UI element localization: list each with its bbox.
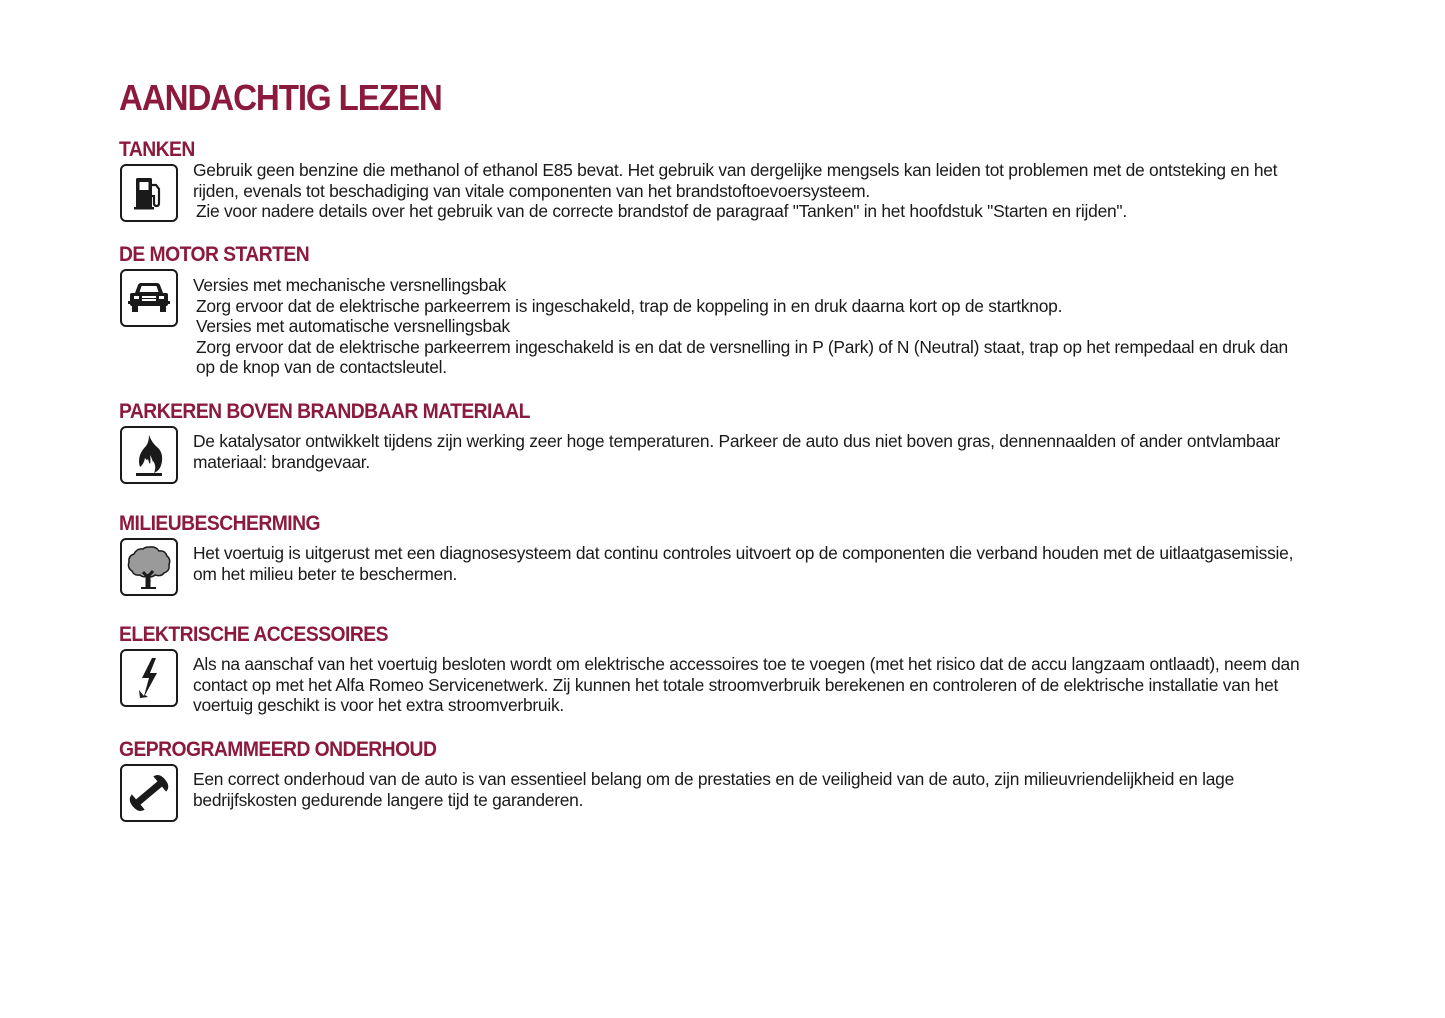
section-body bbox=[193, 431, 1311, 472]
fuel-pump-icon bbox=[120, 164, 178, 222]
section-parkeren bbox=[119, 400, 1319, 472]
car-front-icon bbox=[120, 269, 178, 327]
section-motor-starten bbox=[119, 243, 1319, 378]
section-tanken bbox=[119, 138, 1319, 222]
section-body bbox=[193, 654, 1311, 716]
flame-icon bbox=[120, 426, 178, 484]
section-heading: MILIEUBESCHERMING bbox=[119, 512, 321, 535]
section-body bbox=[193, 275, 1311, 378]
section-geprogrammeerd-onderhoud bbox=[119, 738, 1319, 810]
paragraph: Versies met automatische versnellingsbak bbox=[196, 316, 510, 337]
section-heading: TANKEN bbox=[119, 138, 195, 161]
paragraph: Zorg ervoor dat de elektrische parkeerrem is ingeschakeld, trap de koppeling in en druk daarna kort op de startknop. bbox=[196, 295, 1063, 316]
section-body bbox=[193, 769, 1311, 810]
section-heading: PARKEREN BOVEN BRANDBAAR MATERIAAL bbox=[119, 400, 530, 423]
section-elektrische-accessoires bbox=[119, 623, 1319, 716]
paragraph: Versies met mechanische versnellingsbak bbox=[193, 275, 507, 295]
section-body bbox=[193, 160, 1311, 222]
section-heading: GEPROGRAMMEERD ONDERHOUD bbox=[119, 738, 437, 761]
paragraph: De katalysator ontwikkelt tijdens zijn werking zeer hoge temperaturen. Parkeer de auto dus niet boven gras, dennennaalden of ander ontvlambaar materiaal: brandgevaar. bbox=[193, 431, 1280, 472]
paragraph: Zie voor nadere details over het gebruik van de correcte brandstof de paragraaf "Tanken" in het hoofdstuk "Starten en rijden". bbox=[196, 201, 1127, 222]
paragraph: Het voertuig is uitgerust met een diagnosesysteem dat continu controles uitvoert op de componenten die verband houden met de uitlaatgasemissie, om het milieu beter te beschermen. bbox=[193, 543, 1294, 584]
section-heading: ELEKTRISCHE ACCESSOIRES bbox=[119, 623, 388, 646]
page-title: AANDACHTIG LEZEN bbox=[119, 77, 442, 118]
paragraph: Gebruik geen benzine die methanol of ethanol E85 bevat. Het gebruik van dergelijke mengsels kan leiden tot problemen met de ontsteking en het rijden, evenals tot beschadiging van vitale componenten van het brandstoftoevoersysteem. bbox=[193, 160, 1278, 201]
lightning-icon bbox=[120, 649, 178, 707]
wrench-icon bbox=[120, 764, 178, 822]
paragraph: Een correct onderhoud van de auto is van essentieel belang om de prestaties en de veiligheid van de auto, zijn milieuvriendelijkheid en lage bedrijfskosten gedurende langere tijd te garanderen. bbox=[193, 769, 1235, 810]
paragraph: Als na aanschaf van het voertuig besloten wordt om elektrische accessoires toe te voegen (met het risico dat de accu langzaam ontlaadt), neem dan contact op met het Alfa Romeo Servicenetwerk. Zij kunnen het totale stroomverbruik berekenen en controleren of de elektrische installatie van het voertuig geschikt is voor het extra stroomverbruik. bbox=[193, 654, 1300, 716]
section-body bbox=[193, 543, 1311, 584]
section-milieubescherming bbox=[119, 512, 1319, 584]
paragraph: Zorg ervoor dat de elektrische parkeerrem ingeschakeld is en dat de versnelling in P (Park) of N (Neutral) staat, trap op het rempedaal en druk dan op de knop van de contactsleutel. bbox=[196, 336, 1288, 378]
section-heading: DE MOTOR STARTEN bbox=[119, 243, 310, 266]
tree-icon bbox=[120, 538, 178, 596]
